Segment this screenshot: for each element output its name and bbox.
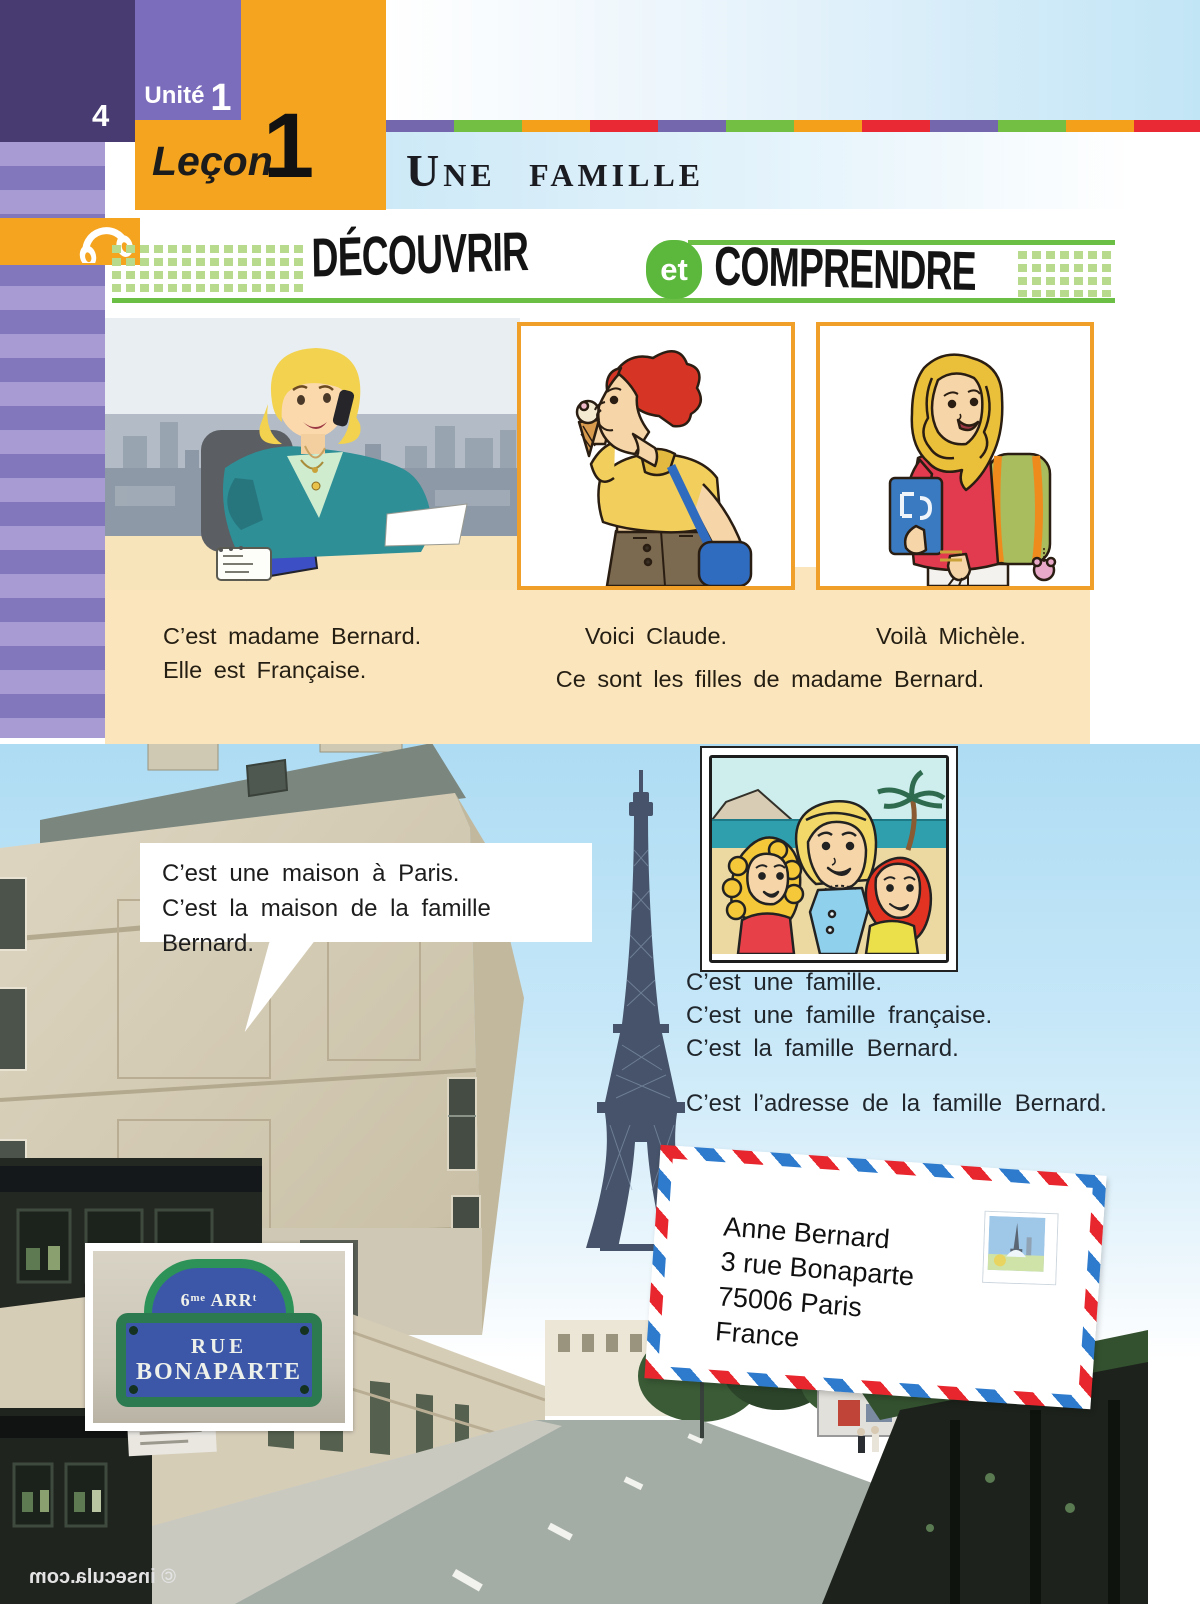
- madame-bernard-panel: [105, 318, 520, 590]
- multicolor-stripe: [386, 120, 1200, 132]
- airmail-envelope: [644, 1145, 1106, 1410]
- unit-label: Unité: [144, 82, 205, 109]
- family-line1: C’est une famille.: [686, 969, 883, 996]
- family-text-block: [686, 966, 992, 1065]
- house-speech-bubble: [140, 843, 592, 957]
- page-number-block: [0, 0, 135, 142]
- unit-number: 1: [210, 77, 232, 119]
- dot-grid-right: [1018, 251, 1115, 297]
- plaque-bolt: [300, 1326, 309, 1335]
- address-country: France: [714, 1316, 801, 1353]
- address-city: 75006 Paris: [716, 1281, 863, 1323]
- bubble-line1: C’est une maison à Paris.: [162, 860, 460, 887]
- claude-illustration: [521, 326, 791, 586]
- banner-word-comprendre: COMPRENDRE: [714, 234, 977, 303]
- street-sign-plaque: [116, 1313, 322, 1407]
- plaque-bolt: [129, 1385, 138, 1394]
- family-line2: C’est une famille française.: [686, 1002, 993, 1029]
- envelope-face: [658, 1159, 1092, 1396]
- address-intro-line: C’est l’adresse de la famille Bernard.: [686, 1090, 1107, 1117]
- plaque-bolt: [129, 1326, 138, 1335]
- unit-block: [135, 0, 241, 120]
- caption-daughters: Ce sont les filles de madame Bernard.: [555, 666, 985, 692]
- family-beach-illustration: [712, 758, 948, 954]
- paris-building-photo: [0, 688, 600, 1335]
- photo-credit: © insecula.com: [28, 1566, 176, 1588]
- page-title: Une famille: [406, 145, 705, 196]
- caption-claude: Voici Claude.: [584, 623, 728, 649]
- header-sky-gradient: [386, 0, 1200, 120]
- madame-bernard-illustration: [105, 318, 520, 590]
- michele-illustration: [820, 326, 1090, 586]
- caption-madame-line1: C’est madame Bernard.: [163, 623, 422, 649]
- page-number: 4: [92, 98, 110, 133]
- address-recipient: Anne Bernard: [722, 1211, 891, 1255]
- banner-word-decouvrir: DÉCOUVRIR: [311, 219, 529, 289]
- caption-madame-line2: Elle est Française.: [163, 657, 367, 683]
- claude-panel: [517, 322, 795, 590]
- street-sign-photo: [85, 1243, 353, 1431]
- street-sign-line1: RUE: [190, 1334, 248, 1358]
- caption-michele: Voilà Michèle.: [876, 623, 1026, 649]
- district-label: 6ᵐᵉ ARRᵗ: [152, 1268, 286, 1315]
- banner-connector-label: et: [660, 251, 688, 287]
- street-sign-line2: BONAPARTE: [135, 1359, 303, 1385]
- caption-band: [105, 567, 1090, 744]
- bubble-line2: C’est la maison de la famille Bernard.: [162, 895, 491, 957]
- lesson-label: Leçon: [152, 138, 273, 184]
- lesson-number: 1: [263, 95, 315, 197]
- plaque-bolt: [300, 1385, 309, 1394]
- address-street: 3 rue Bonaparte: [719, 1246, 916, 1292]
- dot-grid-left: [112, 245, 304, 295]
- banner-connector: [646, 240, 702, 299]
- envelope-address: [714, 1209, 918, 1364]
- eiffel-stamp-icon: [983, 1212, 1057, 1284]
- title-banner: [386, 132, 1200, 209]
- family-line3: C’est la famille Bernard.: [686, 1035, 959, 1062]
- street-sign-arch: [144, 1259, 294, 1315]
- michele-panel: [816, 322, 1094, 590]
- family-photo-frame: [709, 755, 949, 963]
- family-photo-card: [700, 746, 958, 972]
